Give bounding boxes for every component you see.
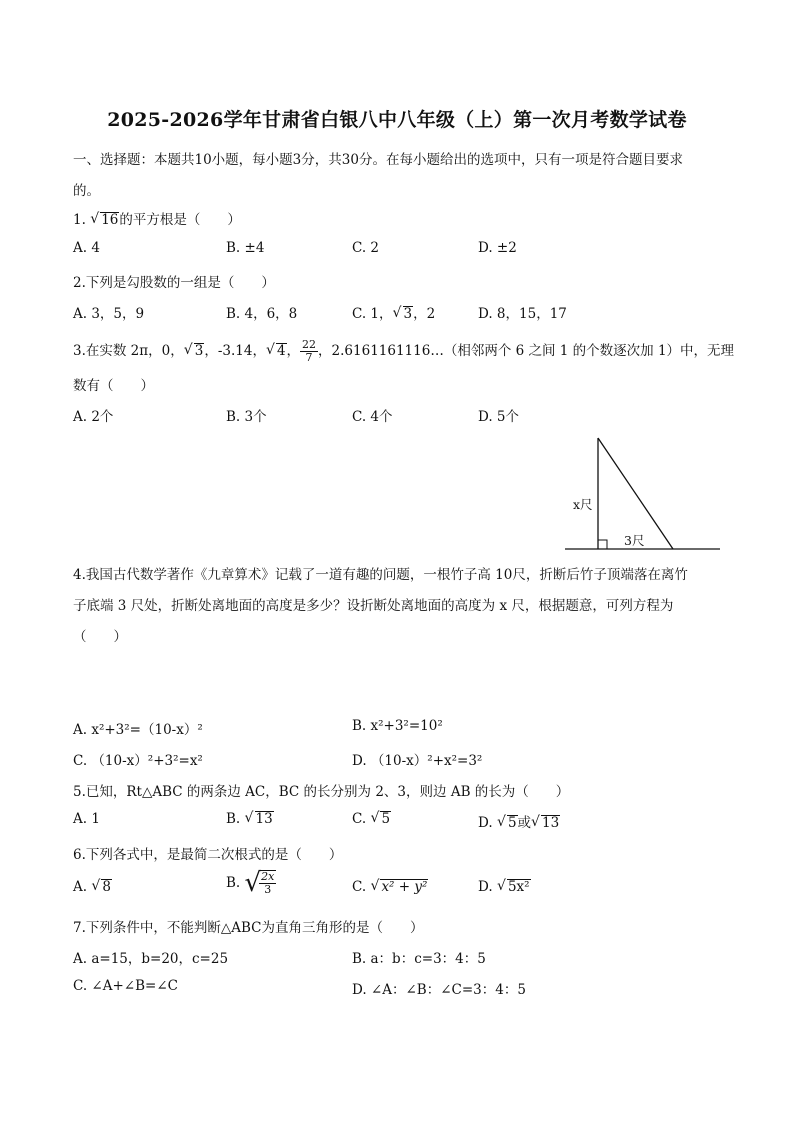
q2-option-b: B. 4，6，8: [226, 306, 298, 322]
q4-option-c: C. （10-x）²+3²=x²: [73, 753, 203, 769]
q7-option-c: C. ∠A+∠B=∠C: [73, 978, 178, 994]
page-title: 2025-2026学年甘肃省白银八中八年级（上）第一次月考数学试卷: [107, 109, 687, 131]
option-label: D.: [478, 879, 493, 895]
question-1: [73, 208, 241, 228]
q4-option-d: D. （10-x）²+x²=3²: [352, 753, 483, 769]
question-text: 在实数 2π，0，: [85, 343, 184, 359]
question-7: 7.下列条件中，不能判断△ABC为直角三角形的是（ ）: [73, 920, 424, 936]
q1-option-d: D. ±2: [478, 240, 517, 256]
q3-option-a: A. 2个: [73, 409, 114, 425]
q7-option-a: A. a=15，b=20，c=25: [73, 951, 229, 967]
sqrt-expression: [497, 879, 531, 895]
sqrt-expression: [266, 343, 287, 359]
option-text: C. 1，: [352, 306, 393, 322]
question-4-paren: （ ）: [73, 629, 127, 645]
option-text: ，2: [413, 306, 436, 322]
q2-option-c: [352, 302, 435, 322]
sqrt-expression: [393, 306, 414, 322]
q1-option-b: B. ±4: [226, 240, 265, 256]
option-label: C.: [352, 811, 367, 827]
q7-option-b: B. a：b：c=3：4：5: [352, 951, 486, 967]
numerator: 22: [302, 338, 317, 351]
q5-option-a: A. 1: [73, 811, 100, 827]
option-text: 或: [517, 815, 532, 831]
q2-option-a: A. 3，5，9: [73, 306, 145, 322]
q4-option-b: B. x²+3²=10²: [352, 718, 443, 734]
question-6: 6.下列各式中，是最简二次根式的是（ ）: [73, 847, 343, 863]
question-4-cont: 子底端 3 尺处，折断处离地面的高度是多少？设折断处离地面的高度为 x 尺，根据题意，可列方程为: [73, 598, 674, 614]
q6-option-c: [352, 879, 428, 895]
sqrt-expression: [370, 879, 428, 895]
radicand: 16: [101, 212, 119, 228]
q5-option-d: [478, 811, 560, 831]
q3-option-b: B. 3个: [226, 409, 267, 425]
radicand: 3: [403, 306, 413, 322]
radicand: x² + y²: [381, 879, 428, 895]
question-number: 1.: [73, 212, 86, 228]
radicand: 13: [255, 811, 273, 827]
sqrt-expression: [531, 815, 560, 831]
bamboo-triangle-figure: [560, 432, 725, 557]
q6-option-b: [226, 868, 276, 898]
numerator: 2x: [261, 870, 275, 883]
q3-option-c: C. 4个: [352, 409, 393, 425]
denominator: 3: [264, 883, 272, 896]
section-heading: 一、选择题：本题共10小题，每小题3分，共30分。在每小题给出的选项中，只有一项是符合题目要求: [73, 152, 683, 168]
sqrt-expression: [90, 212, 119, 228]
sqrt-expression: [370, 811, 391, 827]
question-text: ，: [286, 343, 301, 359]
sqrt-expression: [91, 879, 112, 895]
q1-option-c: C. 2: [352, 240, 380, 256]
option-label: B.: [226, 875, 241, 891]
right-angle-mark: [598, 540, 607, 549]
question-3: [73, 339, 734, 364]
option-label: B.: [226, 811, 241, 827]
option-label: D.: [478, 815, 493, 831]
question-stem: 的平方根是（ ）: [119, 212, 241, 228]
sqrt-sign: √: [244, 868, 262, 898]
sqrt-fraction-wrap: [259, 870, 276, 896]
option-label: C.: [352, 879, 367, 895]
q5-option-b: [226, 811, 274, 827]
fraction: [300, 339, 318, 364]
q5-option-c: [352, 811, 391, 827]
radicand: 13: [542, 815, 560, 831]
radicand: 5: [381, 811, 391, 827]
radicand: 5: [507, 815, 517, 831]
question-text: ，2.6161161116…（相邻两个 6 之间 1 的个数逐次加 1）中，无理: [318, 343, 735, 359]
sqrt-expression: [184, 343, 205, 359]
question-3-cont: 数有（ ）: [73, 378, 154, 394]
option-label: A.: [73, 879, 88, 895]
radicand: 5x²: [507, 879, 530, 895]
question-2: 2.下列是勾股数的一组是（ ）: [73, 275, 275, 291]
section-heading-cont: 的。: [73, 183, 100, 199]
sqrt-expression: [497, 815, 518, 831]
label-3: 3尺: [624, 533, 645, 548]
q6-option-d: [478, 879, 531, 895]
q3-option-d: D. 5个: [478, 409, 520, 425]
question-number: 3.: [73, 343, 86, 359]
radicand: 4: [276, 343, 286, 359]
question-4: 4.我国古代数学著作《九章算术》记载了一道有趣的问题，一根竹子高 10尺，折断后竹子顶端落在离竹: [73, 567, 688, 583]
denominator: 7: [305, 351, 313, 364]
q7-option-d: D. ∠A：∠B：∠C=3：4：5: [352, 982, 526, 998]
q4-option-a: A. x²+3²=（10-x）²: [73, 722, 203, 738]
radicand: 3: [194, 343, 204, 359]
question-5: 5.已知，Rt△ABC 的两条边 AC，BC 的长分别为 2、3，则边 AB 的长为（ ）: [73, 784, 570, 800]
question-text: ，-3.14，: [204, 343, 266, 359]
label-x: x尺: [573, 497, 593, 512]
q2-option-d: D. 8，15，17: [478, 306, 567, 322]
fraction: [259, 871, 276, 896]
q6-option-a: [73, 879, 112, 895]
q1-option-a: A. 4: [73, 240, 100, 256]
sqrt-expression: [245, 811, 274, 827]
radicand: 8: [102, 879, 111, 895]
